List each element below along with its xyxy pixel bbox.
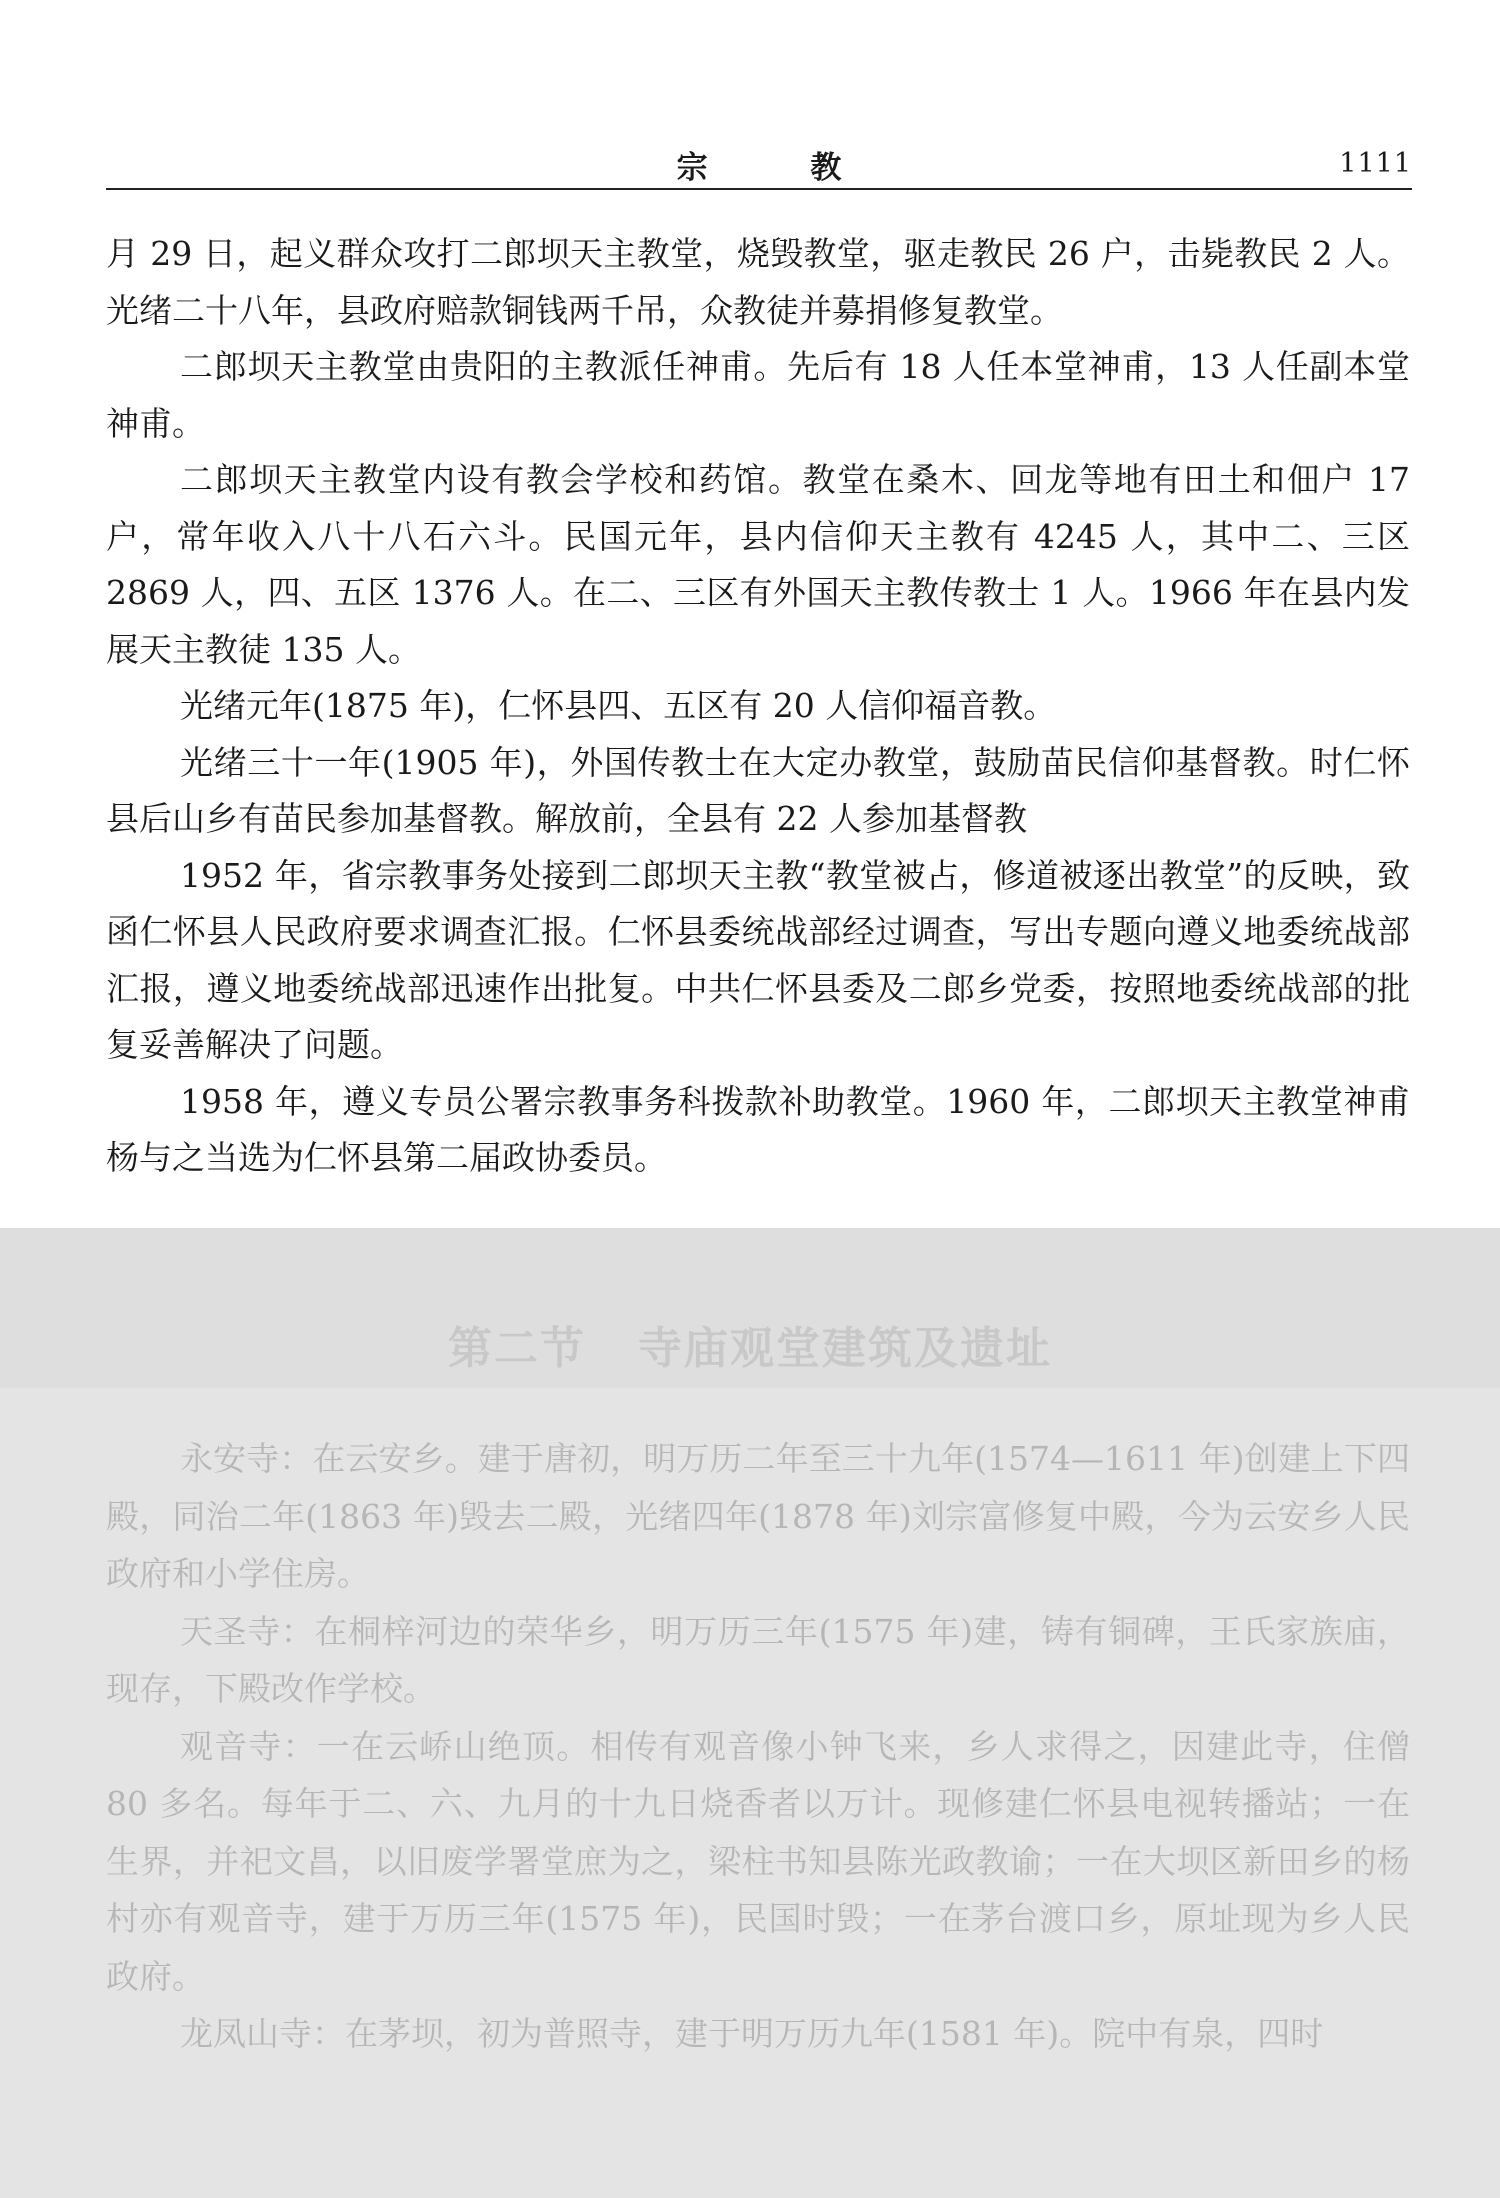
paragraph: 永安寺：在云安乡。建于唐初，明万历二年至三十九年(1574—1611 年)创建上下四殿，同治二年(1863 年)毁去二殿，光绪四年(1878 年)刘宗富修复中殿，今为云安乡人民政府和小学住房。 [106,1439,1410,1593]
paragraph: 1952 年，省宗教事务处接到二郎坝天主教“教堂被占，修道被逐出教堂”的反映，致函仁怀县人民政府要求调查汇报。仁怀县委统战部经过调查，写出专题向遵义地委统战部汇报，遵义地委统战部迅速作出批复。中共仁怀县委及二郎乡党委，按照地委统战部的批复妥善解决了问题。 [106,855,1410,1064]
section-heading [0,1312,1500,1376]
paragraph: 光绪三十一年(1905 年)，外国传教士在大定办教堂，鼓励苗民信仰基督教。时仁怀县后山乡有苗民参加基督教。解放前，全县有 22 人参加基督教 [106,742,1410,838]
upper-body-text [106,226,1410,1187]
section-number: 第二节 [448,1323,586,1374]
paragraph: 观音寺：一在云峤山绝顶。相传有观音像小钟飞来，乡人求得之，因建此寺，住僧 80 多名。每年于二、六、九月的十九日烧香者以万计。现修建仁怀县电视转播站；一在生界，并祀文昌，以旧废学署堂庶为之，梁柱书知县陈光政教谕；一在大坝区新田乡的杨村亦有观音寺，建于万历三年(1575 年)，民国时毁；一在茅台渡口乡，原址现为乡人民政府。 [106,1726,1410,1996]
paragraph: 光绪元年(1875 年)，仁怀县四、五区有 20 人信仰福音教。 [180,686,1057,725]
section-title: 寺庙观堂建筑及遗址 [638,1323,1052,1374]
page-number: 1111 [1339,148,1412,179]
paragraph: 龙凤山寺：在茅坝，初为普照寺，建于明万历九年(1581 年)。院中有泉，四时 [180,2014,1324,2053]
paragraph: 二郎坝天主教堂内设有教会学校和药馆。教堂在桑木、回龙等地有田土和佃户 17 户，常年收入八十八石六斗。民国元年，县内信仰天主教有 4245 人，其中二、三区 2869 人，四、五区 1376 人。在二、三区有外国天主教传教士 1 人。1966 年在县内发展天主教徒 135 人。 [106,460,1410,669]
running-title: 宗 教 [676,150,888,186]
lower-body-text [106,1430,1410,2063]
paragraph: 1958 年，遵义专员公署宗教事务科拨款补助教堂。1960 年，二郎坝天主教堂神甫杨与之当选为仁怀县第二届政协委员。 [106,1081,1410,1177]
page-header [106,138,1412,190]
paragraph: 二郎坝天主教堂由贵阳的主教派任神甫。先后有 18 人任本堂神甫，13 人任副本堂神甫。 [106,347,1410,443]
paragraph: 天圣寺：在桐梓河边的荣华乡，明万历三年(1575 年)建，铸有铜碑，王氏家族庙，现存，下殿改作学校。 [106,1611,1410,1708]
paragraph: 月 29 日，起义群众攻打二郎坝天主教堂，烧毁教堂，驱走教民 26 户，击毙教民 2 人。光绪二十八年，县政府赔款铜钱两千吊，众教徒并募捐修复教堂。 [106,234,1410,330]
